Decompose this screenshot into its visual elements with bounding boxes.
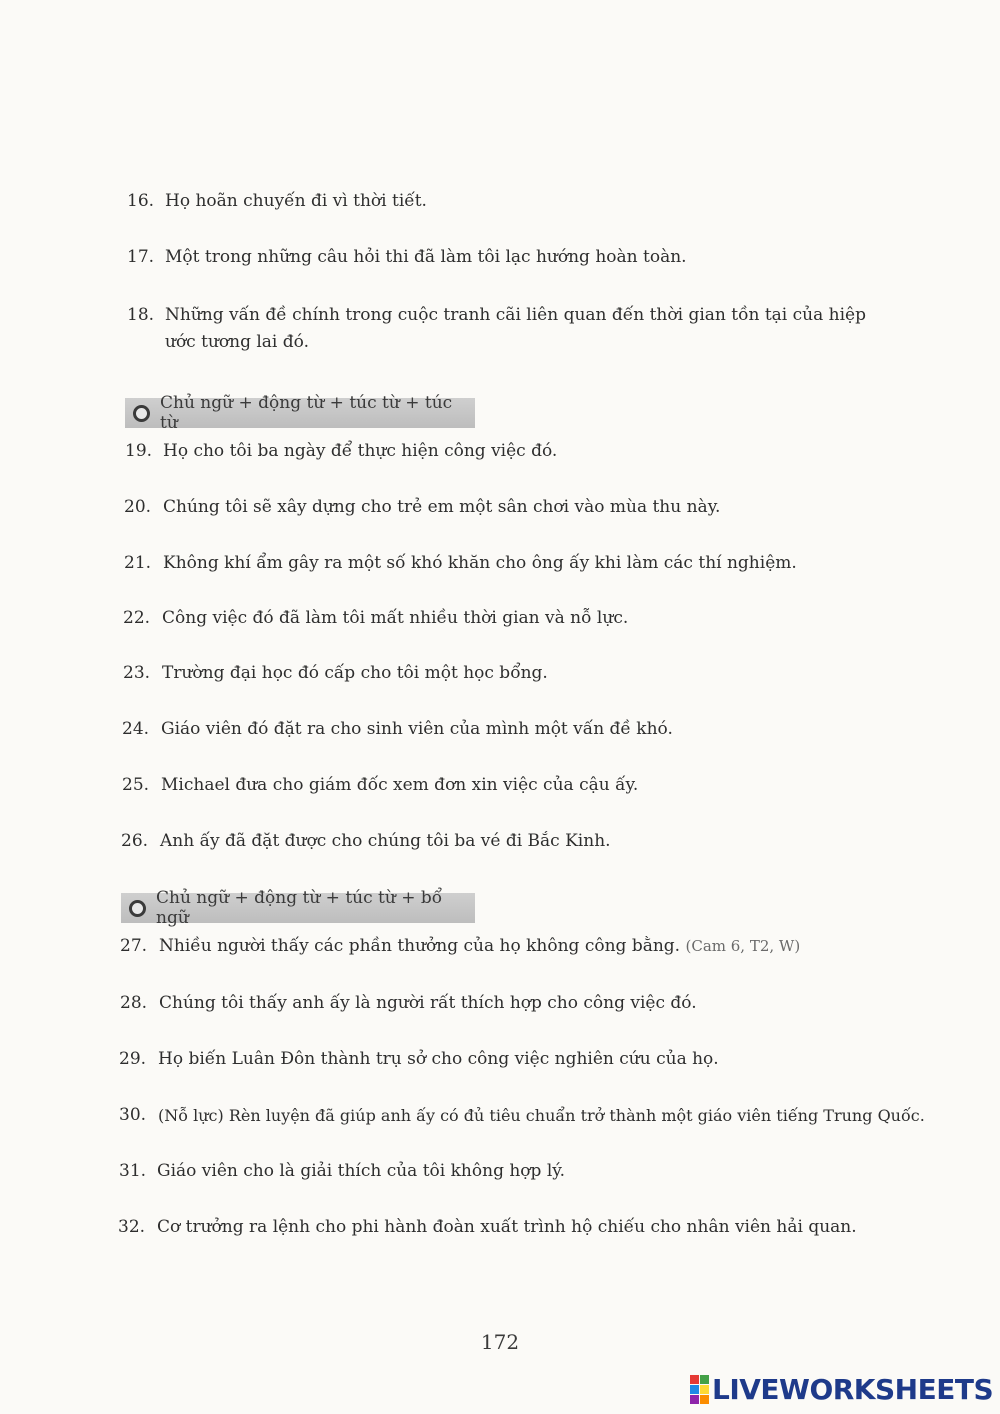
liveworksheets-logo-icon [690,1375,709,1404]
item-text: Những vấn đề chính trong cuộc tranh cãi liên quan đến thời gian tồn tại của hiệp ước tương lai đó. [165,305,866,352]
item-number: 21. [124,553,152,573]
page-number: 172 [480,1330,520,1354]
item-number: 29. [119,1049,147,1069]
item-number: 31. [119,1161,147,1181]
item-number: 16. [127,191,155,211]
item-number: 30. [119,1105,147,1125]
item-text: Giáo viên cho là giải thích của tôi không hợp lý. [157,1161,566,1181]
item-text: Giáo viên đó đặt ra cho sinh viên của mình một vấn đề khó. [161,719,673,739]
item-number: 24. [122,719,150,739]
item-number: 17. [127,247,155,267]
item-text: Chúng tôi thấy anh ấy là người rất thích hợp cho công việc đó. [159,993,697,1013]
item-text: Họ cho tôi ba ngày để thực hiện công việc đó. [163,441,558,461]
item-text: Không khí ẩm gây ra một số khó khăn cho ông ấy khi làm các thí nghiệm. [163,553,797,573]
item-number: 28. [120,993,148,1013]
circle-bullet-icon [133,405,150,422]
section-header [121,888,475,928]
brand-name: LIVEWORKSHEETS [712,1372,994,1406]
item-number: 20. [124,497,152,517]
item-number: 23. [123,663,151,683]
item-text: Anh ấy đã đặt được cho chúng tôi ba vé đi Bắc Kinh. [160,831,611,851]
item-text [159,933,859,960]
item-text: Họ hoãn chuyến đi vì thời tiết. [165,191,427,211]
circle-bullet-icon [129,900,146,917]
item-text: Chúng tôi sẽ xây dựng cho trẻ em một sân chơi vào mùa thu này. [163,497,721,517]
liveworksheets-brand [690,1372,993,1406]
item-number: 22. [123,608,151,628]
section-title: Chủ ngữ + động từ + túc từ + túc từ [160,393,453,433]
item-text: Michael đưa cho giám đốc xem đơn xin việc của cậu ấy. [161,775,639,795]
item-number: 26. [121,831,149,851]
item-number: 32. [118,1217,146,1237]
section-title: Chủ ngữ + động từ + túc từ + bổ ngữ [156,888,443,928]
item-text: Công việc đó đã làm tôi mất nhiều thời gian và nỗ lực. [162,608,629,628]
item-text: Họ biến Luân Đôn thành trụ sở cho công việc nghiên cứu của họ. [158,1049,719,1069]
section-header [125,393,475,433]
item-text: Trường đại học đó cấp cho tôi một học bổng. [162,663,548,683]
item-number: 25. [122,775,150,795]
item-number: 18. [127,305,155,325]
item-text: Cơ trưởng ra lệnh cho phi hành đoàn xuất trình hộ chiếu cho nhân viên hải quan. [157,1217,857,1237]
item-text: (Nỗ lực) Rèn luyện đã giúp anh ấy có đủ tiêu chuẩn trở thành một giáo viên tiếng Trung Quốc. [158,1106,925,1125]
item-text: Một trong những câu hỏi thi đã làm tôi lạc hướng hoàn toàn. [165,247,687,267]
source-reference: (Cam 6, T2, W) [685,937,801,955]
item-text-body: Nhiều người thấy các phần thưởng của họ không công bằng. [159,936,681,956]
item-number: 27. [120,936,148,956]
item-number: 19. [125,441,153,461]
